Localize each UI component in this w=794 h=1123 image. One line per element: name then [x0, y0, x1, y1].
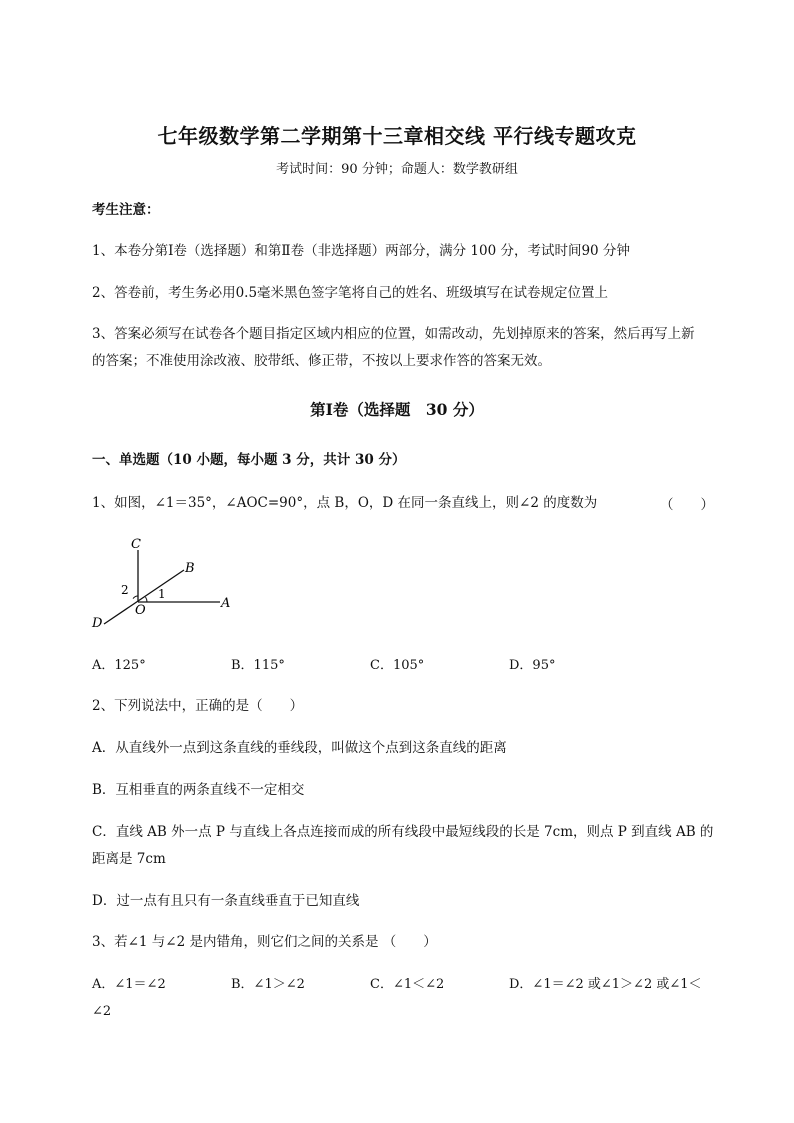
notice-item-3: 3、答案必须写在试卷各个题目指定区域内相应的位置，如需改动，先划掉原来的答案，然后再写上新 [92, 326, 695, 342]
notice-heading: 考生注意： [92, 202, 160, 218]
question-3-option-b: B．∠1＞∠2 [231, 977, 305, 992]
question-2-option-c-cont: 距离是 7cm [92, 851, 166, 867]
question-1-option-d: D．95° [509, 658, 556, 673]
label-o: O [135, 603, 146, 618]
label-b: B [185, 561, 195, 576]
question-3-option-d-cont: ∠2 [92, 1004, 112, 1019]
question-1-option-a: A．125° [92, 658, 146, 673]
label-d: D [92, 616, 103, 631]
question-3-option-a: A．∠1＝∠2 [92, 977, 166, 992]
angle-1-arc [146, 597, 148, 602]
label-c: C [131, 537, 141, 552]
question-1-option-b: B．115° [231, 658, 285, 673]
angle-2-arc [133, 596, 138, 599]
label-angle-2: 2 [121, 583, 129, 597]
section-title: 第Ⅰ卷（选择题 30 分） [310, 400, 484, 419]
exam-subtitle: 考试时间：90 分钟；命题人：数学教研组 [276, 162, 518, 177]
notice-item-3-cont: 的答案；不准使用涂改液、胶带纸、修正带，不按以上要求作答的答案无效。 [92, 353, 551, 369]
notice-item-1: 1、本卷分第Ⅰ卷（选择题）和第Ⅱ卷（非选择题）两部分，满分 100 分，考试时间90 分钟 [92, 243, 630, 259]
question-2-option-d: D．过一点有且只有一条直线垂直于已知直线 [92, 893, 360, 909]
question-1-option-c: C．105° [370, 658, 425, 673]
notice-item-2: 2、答卷前，考生务必用0.5毫米黑色签字笔将自己的姓名、班级填写在试卷规定位置上 [92, 285, 609, 301]
question-2-option-b: B．互相垂直的两条直线不一定相交 [92, 782, 305, 798]
label-angle-1: 1 [158, 587, 166, 601]
page-title: 七年级数学第二学期第十三章相交线 平行线专题攻克 [157, 124, 637, 148]
question-2-option-a: A．从直线外一点到这条直线的垂线段，叫做这个点到这条直线的距离 [92, 740, 507, 756]
question-1-answer-paren: （ ） [660, 497, 714, 513]
question-1-stem: 1、如图，∠1＝35°，∠AOC=90°，点 B，O，D 在同一条直线上，则∠2 的度数为 [92, 495, 598, 511]
label-a: A [221, 596, 231, 611]
question-3-option-c: C．∠1＜∠2 [370, 977, 445, 992]
question-2-stem: 2、下列说法中，正确的是（ ） [92, 698, 304, 714]
question-3-stem: 3、若∠1 与∠2 是内错角，则它们之间的关系是 （ ） [92, 934, 437, 950]
question-2-option-c: C．直线 AB 外一点 P 与直线上各点连接而成的所有线段中最短线段的长是 7cm，则点 P 到直线 AB 的 [92, 824, 714, 840]
question-3-option-d: D．∠1＝∠2 或∠1＞∠2 或∠1＜ [509, 977, 702, 992]
question-1-figure [88, 532, 248, 634]
part-heading: 一、单选题（10 小题，每小题 3 分，共计 30 分） [92, 452, 406, 468]
